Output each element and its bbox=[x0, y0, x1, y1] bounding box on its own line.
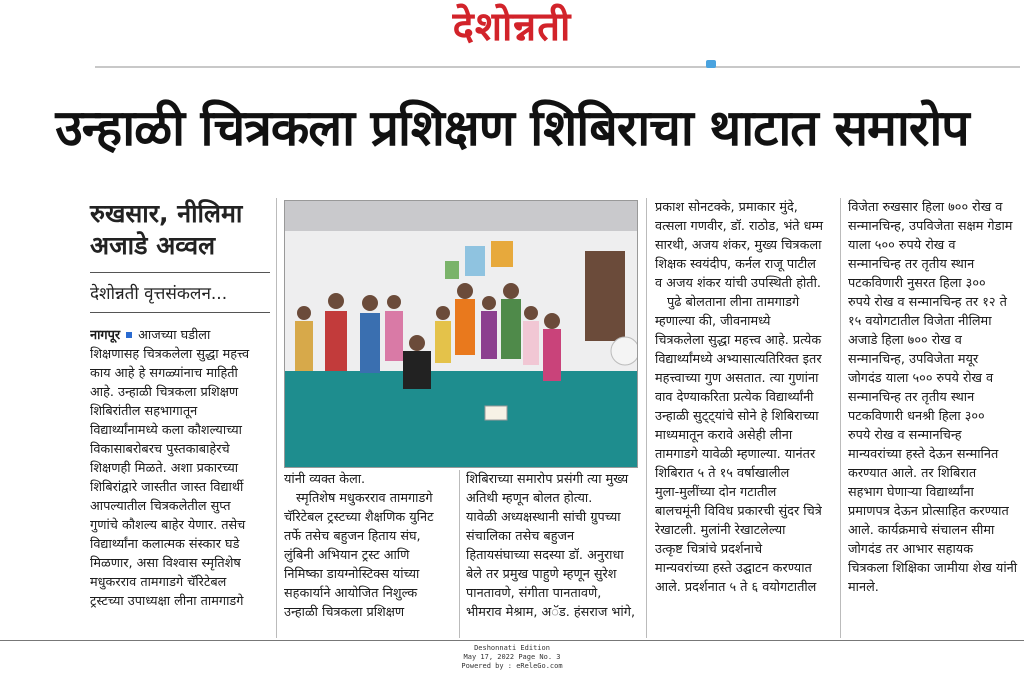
column-line: सारथी, अजय शंकर, मुख्य चित्रकला bbox=[655, 238, 822, 253]
column-line: म्हणाल्या की, जीवनामध्ये bbox=[655, 314, 771, 329]
column-line: १५ वयोगटातील विजेता नीलिमा bbox=[848, 314, 992, 329]
column-line: स्मृतिशेष मधुकरराव तामगाडगे bbox=[296, 491, 433, 506]
column-line: विकासाबरोबरच पुस्तकाबाहेरचे bbox=[90, 442, 230, 457]
dateline-place: नागपूर bbox=[90, 328, 121, 343]
column-line: शिक्षणही मिळते. अशा प्रकारच्या bbox=[90, 461, 239, 476]
column-line: वाव देण्याकरिता प्रत्येक विद्यार्थ्यांनी bbox=[655, 390, 814, 405]
column-line: आले. प्रदर्शनात ५ ते ६ वयोगटातील bbox=[655, 580, 817, 595]
column-line: ट्रस्टच्या उपाध्यक्षा लीना तामगाडगे bbox=[90, 594, 244, 609]
column-line: व अजय शंकर यांची उपस्थिती होती. bbox=[655, 276, 821, 291]
column-line: शिक्षणासह चित्रकलेला सुद्धा महत्त्व bbox=[90, 347, 250, 362]
column-separator bbox=[840, 198, 841, 638]
column-line: आपल्यातील चित्रकलेतील सुप्त bbox=[90, 499, 231, 514]
column-line: मिळणार, असा विश्वास स्मृतिशेष bbox=[90, 556, 241, 571]
column-line: शिबिराच्या समारोप प्रसंगी त्या मुख्य bbox=[466, 472, 629, 487]
sub-headline bbox=[90, 198, 270, 262]
footer-powered-by: Powered by : eReleGo.com bbox=[461, 662, 563, 670]
column-line: शिबिरांद्वारे जास्तीत जास्त विद्यार्थी bbox=[90, 480, 244, 495]
article-column-4 bbox=[655, 198, 833, 638]
column-line: प्रमाणपत्र देऊन प्रोत्साहित करण्यात bbox=[848, 504, 1009, 519]
column-line: गुणांचे कौशल्य बाहेर येणार. तसेच bbox=[90, 518, 246, 533]
masthead-logo: देशोन्नती bbox=[452, 3, 572, 50]
column-line: शिक्षक स्वयंदीप, कर्नल राजू पाटील bbox=[655, 257, 816, 272]
column-line: निमिष्का डायग्नोस्टिक्स यांच्या bbox=[284, 567, 420, 582]
article-column-1 bbox=[90, 326, 270, 638]
column-line: चित्रकलेला सुद्धा महत्त्व आहे. प्रत्येक bbox=[655, 333, 822, 348]
column-line: काय आहे हे सगळ्यांनाच माहिती bbox=[90, 366, 238, 381]
column-line: पटकविणारी नुसरत हिला ३०० bbox=[848, 276, 986, 291]
column-line: हितायसंघाच्या सदस्या डॉ. अनुराधा bbox=[466, 548, 624, 563]
column-line: सहकार्याने आयोजित निशुल्क bbox=[284, 586, 418, 601]
column-line: उन्हाळी चित्रकला प्रशिक्षण bbox=[284, 605, 405, 620]
divider bbox=[90, 312, 270, 313]
column-line: रुपये रोख व सन्मानचिन्ह तर १२ ते bbox=[848, 295, 1007, 310]
column-line: सन्मानचिन्ह तर तृतीय स्थान bbox=[848, 390, 975, 405]
column-line: जोगदंड तर आभार सहायक bbox=[848, 542, 974, 557]
column-line: मान्यवरांच्या हस्ते उद्घाटन करण्यात bbox=[655, 561, 812, 576]
column-line: प्रकाश सोनटक्के, प्रमाकार मुंदे, bbox=[655, 200, 798, 215]
masthead-rule bbox=[95, 66, 1020, 68]
column-line: चित्रकला शिक्षिका जामीया शेख यांनी bbox=[848, 561, 1018, 576]
column-line: रुपये रोख व सन्मानचिन्ह bbox=[848, 428, 962, 443]
column-line: सन्मानचिन्ह, उपविजेता मयूर bbox=[848, 352, 979, 367]
column-line: माध्यमातून करावे असेही लीना bbox=[655, 428, 793, 443]
headline: उन्हाळी चित्रकला प्रशिक्षण शिबिराचा थाटात समारोप bbox=[55, 99, 969, 157]
column-line: वत्सला गणवीर, डॉ. राठोड, भंते धम्म bbox=[655, 219, 824, 234]
column-line: रेखाटली. मुलांनी रेखाटलेल्या bbox=[655, 523, 786, 538]
article-column-5 bbox=[848, 198, 1020, 638]
column-line: जोगदंड याला ५०० रुपये रोख व bbox=[848, 371, 994, 386]
column-text: आजच्या घडीला bbox=[138, 328, 211, 343]
column-line: यावेळी अध्यक्षस्थानी सांची ग्रुपच्या bbox=[466, 510, 621, 525]
column-line: भीमराव मेश्राम, अॅड. हंसराज भांगे, bbox=[466, 605, 636, 620]
footer-rule bbox=[0, 640, 1024, 641]
column-line: महत्त्वाच्या गुण असतात. त्या गुणांना bbox=[655, 371, 819, 386]
column-line: यांनी व्यक्त केला. bbox=[284, 472, 366, 487]
column-separator bbox=[646, 198, 647, 638]
sub-headline-line: रुखसार, नीलिमा bbox=[90, 199, 243, 228]
column-line: उत्कृष्ट चित्रांचे प्रदर्शनाचे bbox=[655, 542, 763, 557]
column-line: आले. कार्यक्रमाचे संचालन सीमा bbox=[848, 523, 995, 538]
article-column-2 bbox=[284, 470, 454, 638]
column-separator bbox=[459, 470, 460, 638]
event-photo bbox=[284, 200, 638, 468]
masthead-rule-accent bbox=[706, 60, 716, 68]
column-line: मधुकरराव तामगाडगे चॅरिटेबल bbox=[90, 575, 227, 590]
byline: देशोन्नती वृत्तसंकलन... bbox=[90, 284, 228, 304]
article-column-3 bbox=[466, 470, 638, 638]
column-line: याला ५०० रुपये रोख व bbox=[848, 238, 956, 253]
column-line: करण्यात आले. तर शिबिरात bbox=[848, 466, 977, 481]
footer-edition: Deshonnati Edition bbox=[474, 644, 550, 652]
column-line: बालचमूंनी विविध प्रकारची सुंदर चित्रे bbox=[655, 504, 822, 519]
column-line: सन्मानचिन्ह तर तृतीय स्थान bbox=[848, 257, 975, 272]
column-line: सहभाग घेणाऱ्या विद्यार्थ्यांना bbox=[848, 485, 974, 500]
column-line: संचालिका तसेच बहुजन bbox=[466, 529, 575, 544]
footer-date: May 17, 2022 Page No. 3 bbox=[463, 653, 561, 661]
column-line: मानले. bbox=[848, 580, 879, 595]
column-line: लुंबिनी अभियान ट्रस्ट आणि bbox=[284, 548, 410, 563]
page-footer bbox=[0, 644, 1024, 671]
column-separator bbox=[276, 198, 277, 638]
column-line: सन्मानचिन्ह, उपविजेता सक्षम गेडाम bbox=[848, 219, 1013, 234]
column-line: विद्यार्थ्यांनामध्ये कला कौशल्याच्या bbox=[90, 423, 242, 438]
column-line: बेले तर प्रमुख पाहुणे म्हणून सुरेश bbox=[466, 567, 617, 582]
column-line: तर्फे तसेच बहुजन हिताय संघ, bbox=[284, 529, 421, 544]
column-line: शिबिरात ५ ते १५ वर्षाखालील bbox=[655, 466, 790, 481]
column-line: चॅरिटेबल ट्रस्टच्या शैक्षणिक युनिट bbox=[284, 510, 434, 525]
column-line: तामगाडगे यावेळी म्हणाल्या. यानंतर bbox=[655, 447, 816, 462]
bullet-icon bbox=[126, 332, 132, 338]
column-line: उन्हाळी सुट्ट्यांचे सोने हे शिबिराच्या bbox=[655, 409, 819, 424]
column-line: अजाडे हिला ७०० रोख व bbox=[848, 333, 962, 348]
column-line: मुला-मुलींच्या दोन गटातील bbox=[655, 485, 777, 500]
column-line: मान्यवरांच्या हस्ते देऊन सन्मानित bbox=[848, 447, 999, 462]
column-line: पटकविणारी धनश्री हिला ३०० bbox=[848, 409, 985, 424]
column-line: पुढे बोलताना लीना तामगाडगे bbox=[667, 295, 800, 310]
column-line: पानतावणे, संगीता पानतावणे, bbox=[466, 586, 602, 601]
sub-headline-line: अजाडे अव्वल bbox=[90, 231, 216, 260]
column-line bbox=[90, 326, 270, 345]
column-line: विद्यार्थ्यांमध्ये अभ्यासात्यतिरिक्त इतर bbox=[655, 352, 822, 367]
column-line: शिबिरांतील सहभागातून bbox=[90, 404, 198, 419]
column-line: विजेता रुखसार हिला ७०० रोख व bbox=[848, 200, 1003, 215]
column-line: अतिथी म्हणून बोलत होत्या. bbox=[466, 491, 593, 506]
column-line: विद्यार्थ्यांना कलात्मक संस्कार घडे bbox=[90, 537, 240, 552]
column-line: आहे. उन्हाळी चित्रकला प्रशिक्षण bbox=[90, 385, 239, 400]
divider bbox=[90, 272, 270, 273]
